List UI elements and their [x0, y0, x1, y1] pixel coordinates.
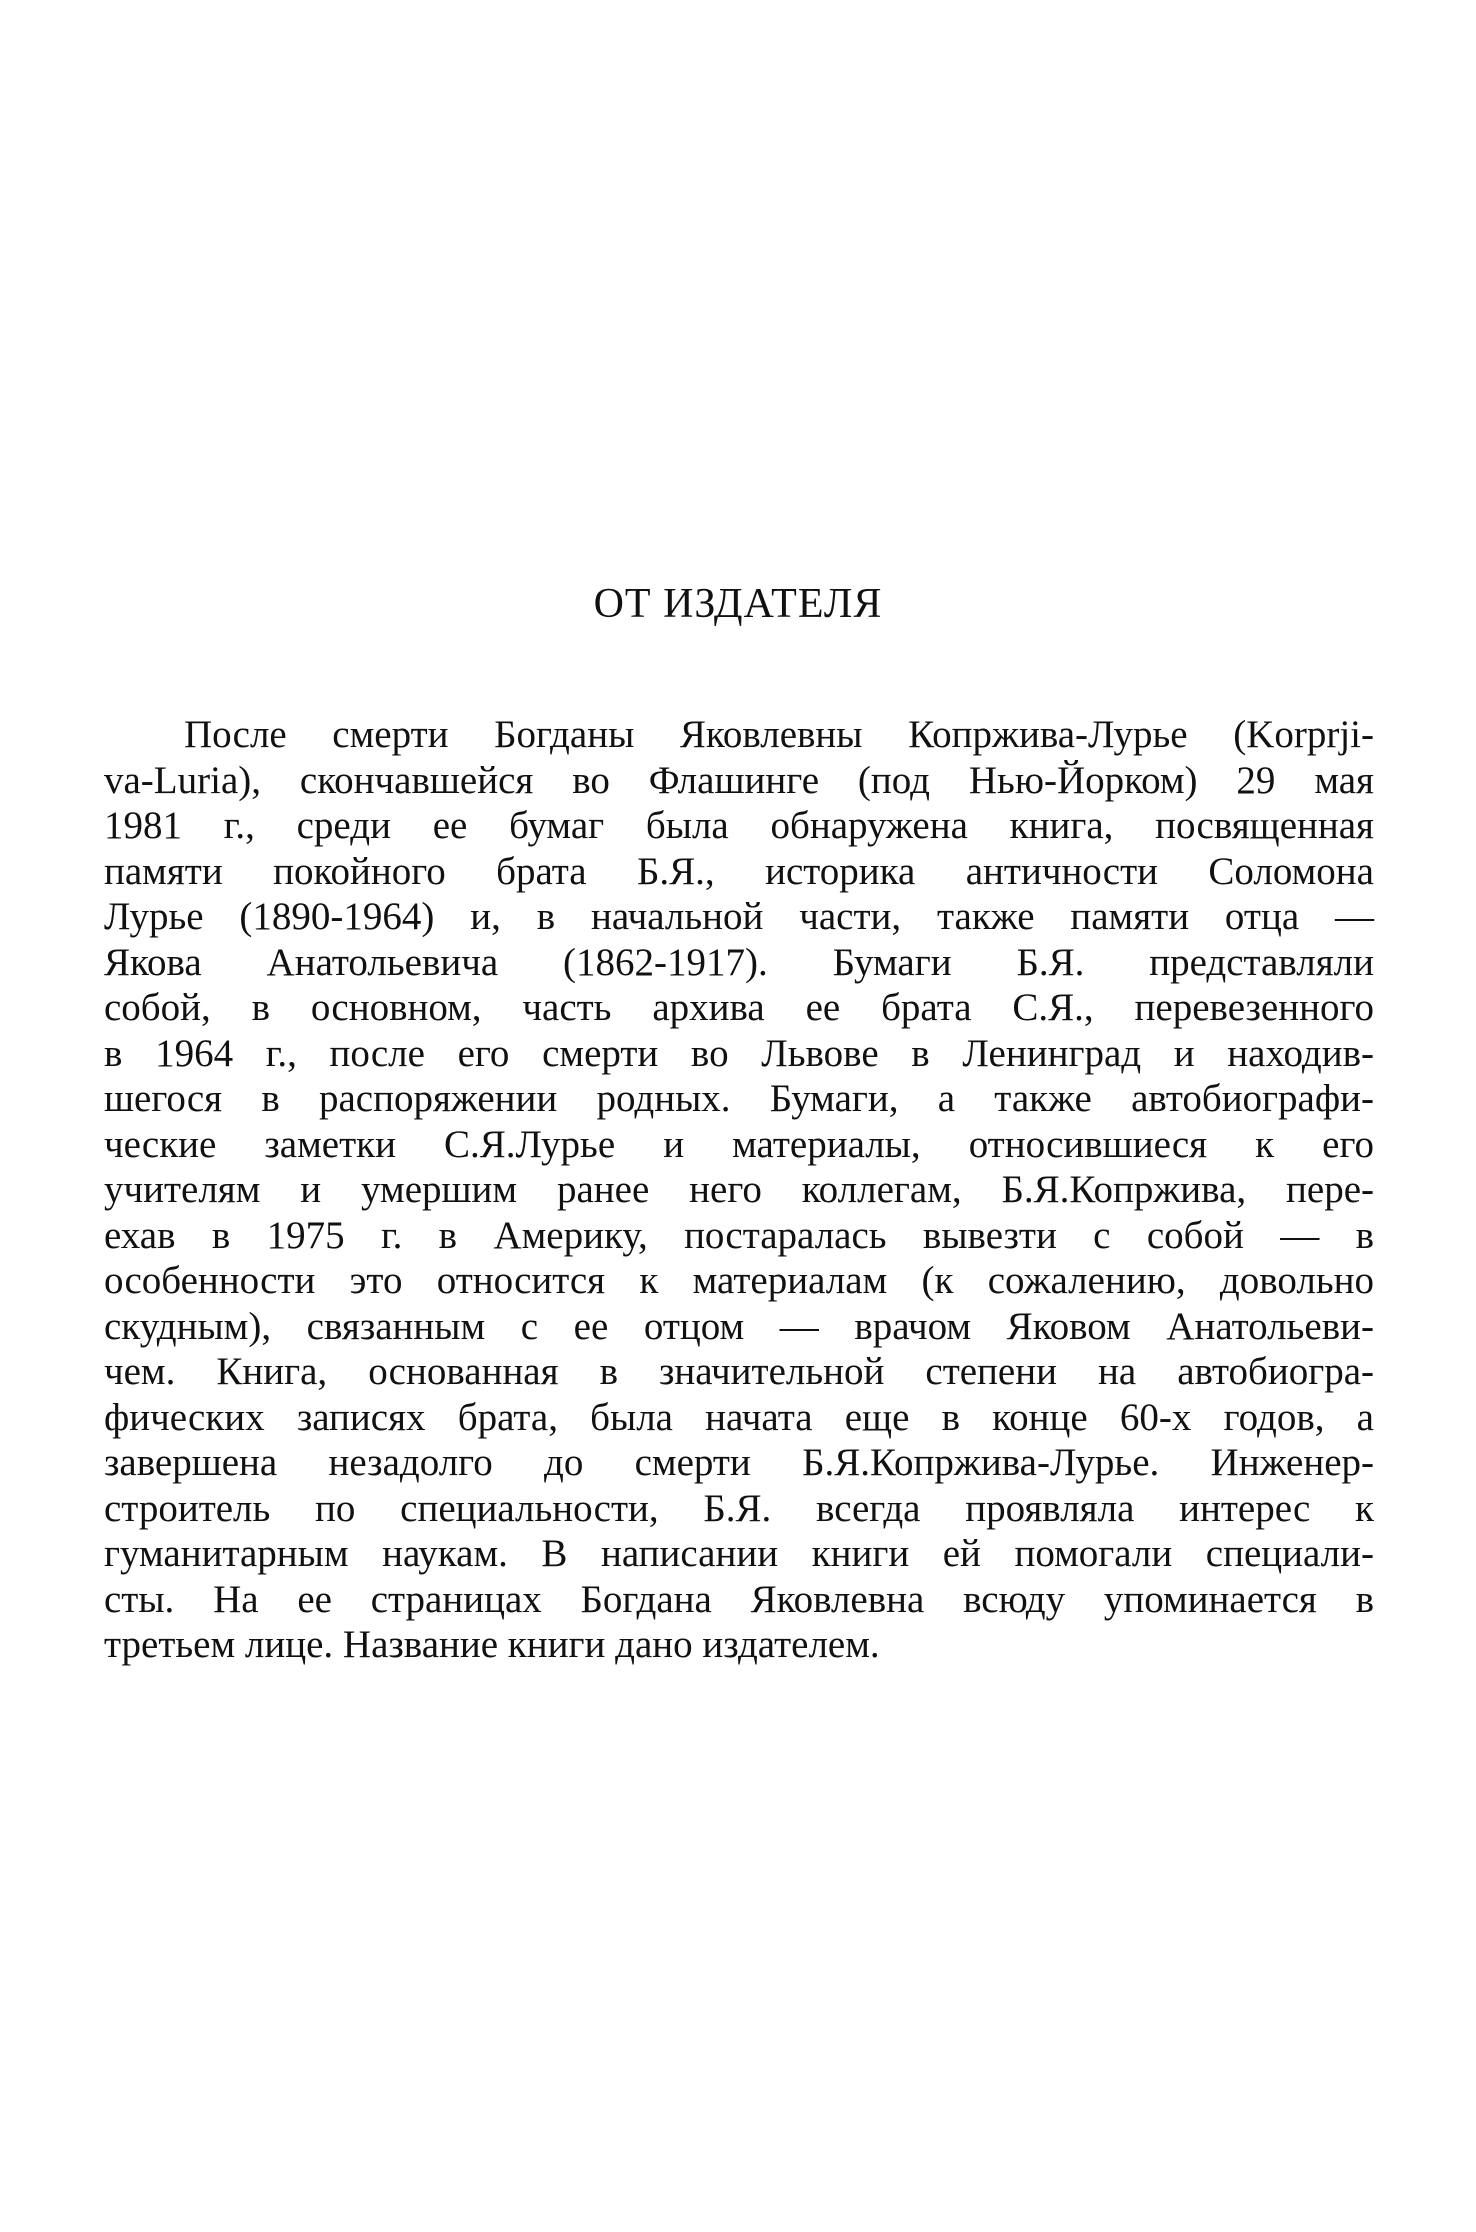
- paragraph-line: 1981 г., среди ее бумаг была обнаружена книга, посвященная: [104, 804, 1374, 847]
- paragraph-line: va-Luria), скончавшейся во Флашинге (под Нью-Йорком) 29 мая: [104, 758, 1374, 802]
- paragraph-line: фических записях брата, была начата еще в конце 60-х годов, а: [104, 1395, 1374, 1439]
- paragraph-line: третьем лице. Название книги дано издателем.: [104, 1623, 880, 1666]
- page-title: ОТ ИЗДАТЕЛЯ: [593, 581, 883, 627]
- paragraph-line: гуманитарным наукам. В написании книги ей помогали специали-: [104, 1532, 1374, 1575]
- paragraph-line: особенности это относится к материалам (к сожалению, довольно: [104, 1259, 1374, 1302]
- publisher-note-paragraph: [104, 712, 1374, 1668]
- paragraph-line: в 1964 г., после его смерти во Львове в Ленинград и находив-: [104, 1031, 1374, 1075]
- paragraph-line: шегося в распоряжении родных. Бумаги, а также автобиографи-: [104, 1077, 1374, 1120]
- paragraph-line: памяти покойного брата Б.Я., историка античности Соломона: [104, 849, 1374, 893]
- paragraph-line: сты. На ее страницах Богдана Яковлевна всюду упоминается в: [104, 1577, 1374, 1621]
- paragraph-line: ехав в 1975 г. в Америку, постаралась вывезти с собой — в: [104, 1213, 1374, 1257]
- paragraph-line: завершена незадолго до смерти Б.Я.Копржива-Лурье. Инженер-: [104, 1441, 1374, 1484]
- paragraph-line: строитель по специальности, Б.Я. всегда проявляла интерес к: [104, 1486, 1374, 1530]
- paragraph-line: собой, в основном, часть архива ее брата С.Я., перевезенного: [104, 986, 1374, 1029]
- paragraph-line: После смерти Богданы Яковлевны Копржива-Лурье (Korprji-: [184, 713, 1374, 756]
- paragraph-line: Лурье (1890-1964) и, в начальной части, также памяти отца —: [104, 895, 1374, 938]
- paragraph-line: Якова Анатольевича (1862-1917). Бумаги Б.Я. представляли: [104, 940, 1374, 984]
- paragraph-line: чем. Книга, основанная в значительной степени на автобиогра-: [104, 1350, 1374, 1393]
- paragraph-line: ческие заметки С.Я.Лурье и материалы, относившиеся к его: [104, 1122, 1374, 1166]
- paragraph-line: скудным), связанным с ее отцом — врачом Яковом Анатольеви-: [104, 1304, 1374, 1348]
- paragraph-line: учителям и умершим ранее него коллегам, Б.Я.Копржива, пере-: [104, 1168, 1374, 1211]
